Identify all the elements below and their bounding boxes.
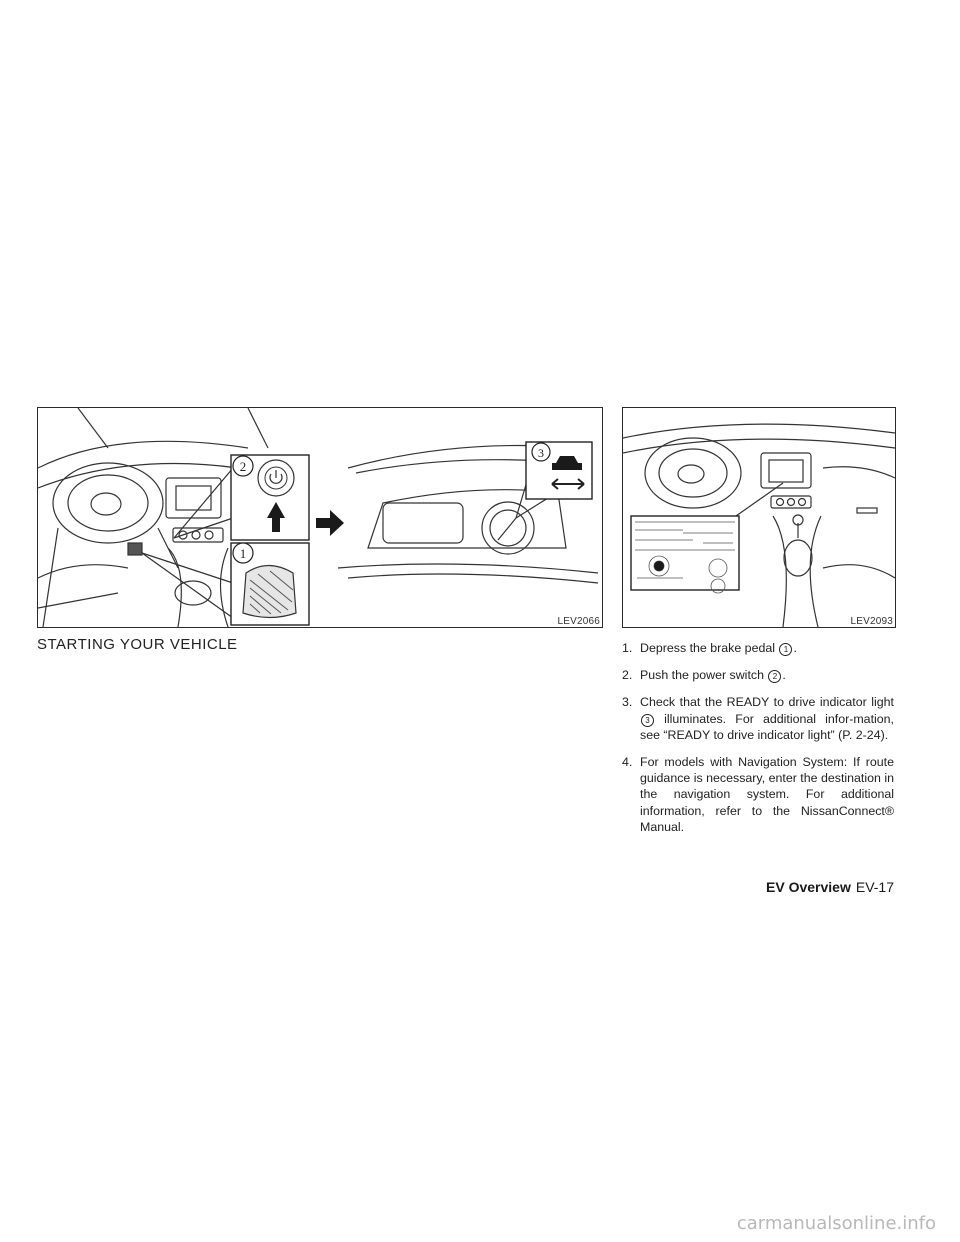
- watermark[interactable]: carmanualsonline.info: [736, 1213, 936, 1234]
- figure-code: LEV2066: [557, 616, 600, 627]
- list-item: [622, 667, 894, 683]
- callout-3-label: 3: [538, 446, 544, 460]
- navigation-illustration: [623, 408, 895, 627]
- step-text: Check that the READY to drive indicator light: [640, 695, 894, 710]
- step-text: Push the power switch: [640, 668, 764, 683]
- step-text: For models with Navigation System: If route guidance is necessary, enter the destination in the navigation system. For additional information, refer to the NissanConnect® Manual.: [640, 755, 894, 834]
- footer-section: EV Overview: [766, 879, 851, 895]
- list-item: [622, 754, 894, 835]
- step-text-end: illuminates. For additional infor-mation, see “READY to drive indicator light” (P. 2-24).: [640, 711, 894, 742]
- step-number: 2.: [622, 668, 633, 683]
- step-text-end: .: [793, 641, 797, 655]
- step-text: Depress the brake pedal: [640, 641, 776, 655]
- callout-2-label: 2: [239, 459, 247, 474]
- figure-lev2066: [37, 407, 603, 628]
- page-footer: [766, 879, 894, 895]
- steps-list: [622, 640, 894, 846]
- step-number: 1.: [622, 641, 633, 655]
- list-item: [622, 694, 894, 743]
- section-title: STARTING YOUR VEHICLE: [37, 636, 238, 653]
- step-text-end: .: [782, 668, 786, 683]
- callout-marker: 1: [779, 643, 792, 656]
- callout-marker: 2: [768, 670, 781, 683]
- step-number: 4.: [622, 755, 633, 770]
- figure-lev2093: [622, 407, 896, 628]
- callout-1-label: 1: [239, 546, 247, 561]
- list-item: [622, 640, 894, 656]
- figure-code: LEV2093: [850, 616, 893, 627]
- step-number: 3.: [622, 695, 633, 710]
- page-number: EV-17: [855, 879, 894, 895]
- starting-procedure-illustration: [38, 408, 602, 627]
- callout-marker: 3: [641, 714, 654, 727]
